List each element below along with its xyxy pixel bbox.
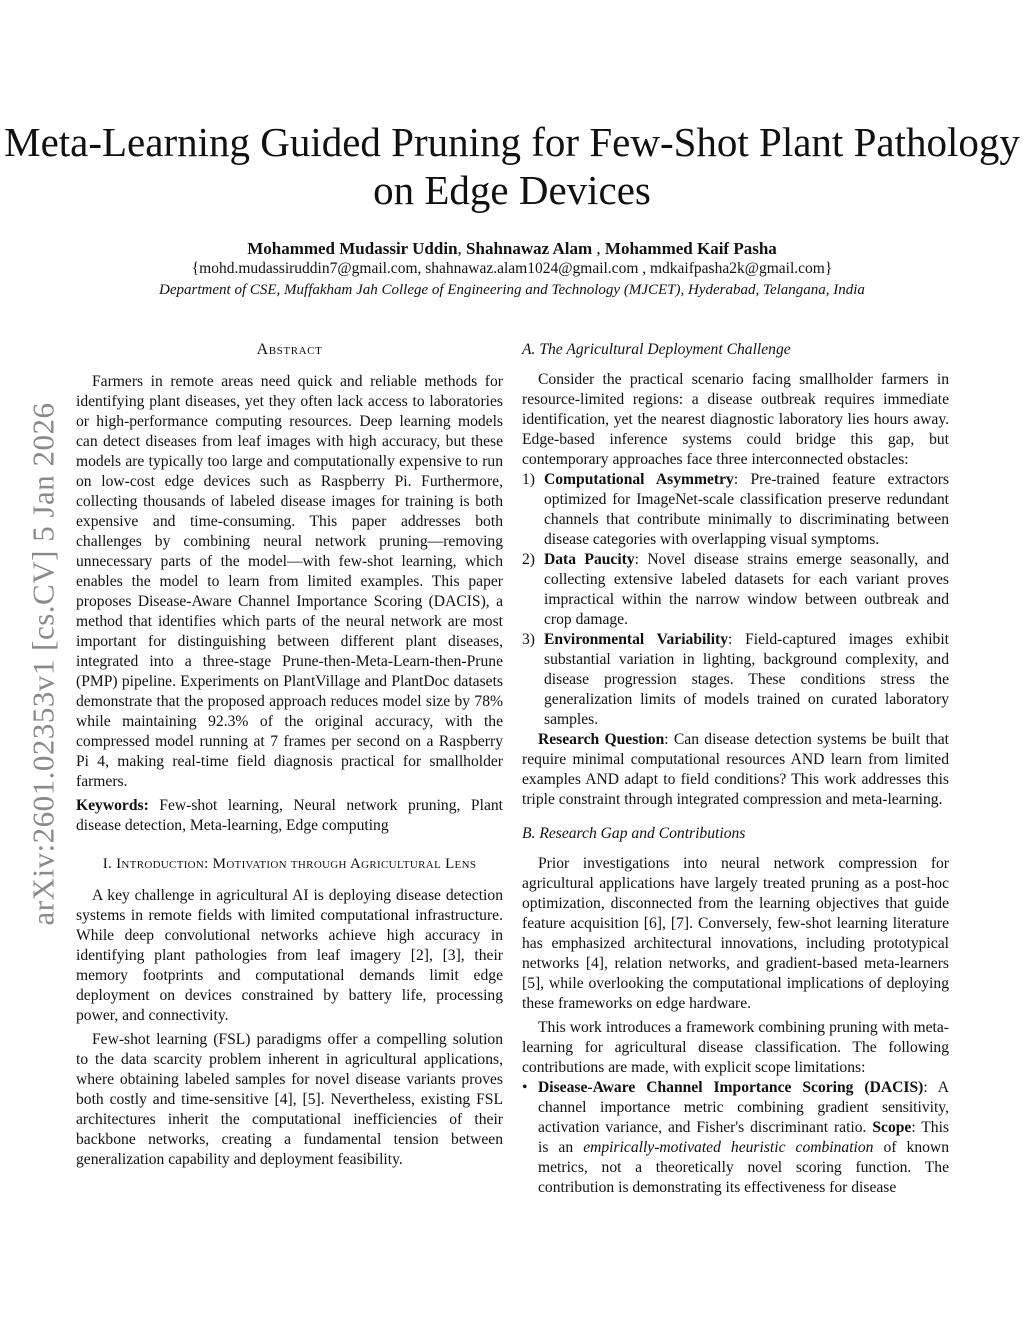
obstacle-list — [522, 470, 949, 730]
contribution-text: : This is an — [538, 1119, 949, 1156]
author-1: Mohammed Mudassir Uddin — [247, 239, 458, 258]
abstract-heading — [76, 340, 503, 360]
section-b-paragraph-1: Prior investigations into neural network compression for agricultural applications have largely treated pruning as a post-hoc optimization, disconnected from the learning objectives that guide feature acquisition [6], [7]. Conversely, few-shot learning literature has emphasized architectural innovations, including prototypical networks [4], relation networks, and gradient-based meta-learners [5], while overlooking the computational implications of deploying these frameworks on edge hardware. — [522, 855, 949, 1012]
author-3: Mohammed Kaif Pasha — [604, 239, 777, 258]
intro-paragraph-1: A key challenge in agricultural AI is deploying disease detection systems in remote fields with limited computational infrastructure. While deep convolutional networks achieve high accuracy in identifying plant pathologies from leaf imagery [2], [3], their memory footprints and computational demands limit edge deployment on devices constrained by battery life, processing power, and connectivity. — [76, 887, 503, 1024]
author-emails: {mohd.mudassiruddin7@gmail.com, shahnawaz.alam1024@gmail.com , mdkaifpasha2k@gmail.com} — [191, 260, 833, 277]
abstract-heading-text: Abstract — [256, 341, 323, 358]
keywords — [76, 796, 503, 836]
affiliation: Department of CSE, Muffakham Jah College of Engineering and Technology (MJCET), Hyderabad, Telangana, India — [159, 282, 865, 298]
list-item-label: Environmental Variability — [544, 631, 729, 648]
arxiv-identifier — [4, 378, 84, 950]
section-a-paragraph-1: Consider the practical scenario facing smallholder farmers in resource-limited regions: a disease outbreak requires immediate identification, yet the nearest diagnostic laboratory lies hours away. Edge-based inference systems could bridge this gap, but contemporary approaches face three interconnected obstacles: — [522, 371, 949, 468]
list-item-label: Computational Asymmetry — [544, 471, 734, 488]
author-2: Shahnawaz Alam — [466, 239, 593, 258]
research-question-text: : Can disease detection systems be built that require minimal computational resources AND learn from limited examples AND adapt to field conditions? This work addresses this triple constraint through integrated compression and meta-learning. — [522, 731, 950, 808]
section-b-paragraph-2: This work introduces a framework combining pruning with meta-learning for agricultural disease classification. The following contributions are made, with explicit scope limitations: — [522, 1019, 949, 1076]
list-item — [522, 550, 949, 630]
list-item-text: : Novel disease strains emerge seasonally, and collecting extensive labeled datasets for each variant proves impractical within the narrow window between outbreak and crop damage. — [544, 551, 949, 628]
abstract-text: Farmers in remote areas need quick and reliable methods for identifying plant diseases, yet they often lack access to laboratories or high-performance computing resources. Deep learning models can detect diseases from leaf images with high accuracy, but these models are typically too large and computationally expensive to run on low-cost edge devices such as Raspberry Pi. Furthermore, collecting thousands of labeled disease images for training is both expensive and time-consuming. This paper addresses both challenges by combining neural network pruning—removing unnecessary parts of the model—with few-shot learning, which enables the model to learn from limited examples. This paper proposes Disease-Aware Channel Importance Scoring (DACIS), a method that identifies which parts of the neural network are most important for distinguishing between different plant diseases, integrated into a three-stage Prune-then-Meta-Learn-then-Prune (PMP) pipeline. Experiments on PlantVillage and PlantDoc datasets demonstrate that the proposed approach reduces model size by 78% while maintaining 92.3% of the original accuracy, with the compressed model running at 7 frames per second on a Raspberry Pi 4, making real-time field diagnosis practical for smallholder farmers. — [76, 373, 503, 790]
keywords-text: Few-shot learning, Neural network pruning, Plant disease detection, Meta-learning, Edge computing — [76, 797, 503, 834]
arxiv-identifier-text: arXiv:2601.02353v1 [cs.CV] 5 Jan 2026 — [26, 402, 61, 926]
left-column — [76, 340, 503, 1170]
research-question-label: Research Question — [538, 731, 665, 748]
list-item — [522, 1078, 949, 1198]
subsection-heading-a: A. The Agricultural Deployment Challenge — [522, 341, 791, 358]
paper-title: Meta-Learning Guided Pruning for Few-Shot Plant Pathology on Edge Devices — [4, 119, 1020, 213]
contribution-text: of known metrics, not a theoretically novel scoring function. The contribution is demonstrating its effectiveness for disease — [538, 1139, 949, 1196]
list-item — [522, 630, 949, 730]
list-item — [522, 470, 949, 550]
scope-label: Scope — [872, 1119, 912, 1136]
contribution-text: : A channel importance metric combining gradient sensitivity, activation variance, and Fisher's discriminant ratio. — [538, 1079, 949, 1136]
right-column — [522, 340, 949, 1198]
list-marker: 3) — [522, 631, 535, 648]
contribution-list — [522, 1078, 949, 1198]
section-heading-introduction: I. Introduction: Motivation through Agricultural Lens — [102, 856, 477, 872]
list-item-label: Data Paucity — [544, 551, 635, 568]
list-item-text: : Pre-trained feature extractors optimized for ImageNet-scale classification preserve redundant channels that contribute minimally to discriminating between disease categories with overlapping visual symptoms. — [544, 471, 950, 548]
contribution-label: Disease-Aware Channel Importance Scoring (DACIS) — [538, 1079, 924, 1096]
bullet-marker: • — [522, 1079, 528, 1096]
list-marker: 2) — [522, 551, 535, 568]
keywords-label: Keywords: — [76, 797, 149, 814]
list-item-text: : Field-captured images exhibit substantial variation in lighting, background complexity, and disease progression stages. These conditions stress the generalization limits of models trained on curated laboratory samples. — [544, 631, 950, 728]
contribution-emphasis: empirically-motivated heuristic combination — [583, 1139, 874, 1156]
author-separator: , — [457, 239, 467, 258]
subsection-heading-b: B. Research Gap and Contributions — [522, 825, 746, 842]
author-list — [0, 238, 1024, 259]
research-question — [522, 730, 949, 810]
author-separator: , — [592, 239, 605, 258]
intro-paragraph-2: Few-shot learning (FSL) paradigms offer a compelling solution to the data scarcity problem inherent in agricultural applications, where obtaining labeled samples for novel disease variants proves both costly and time-sensitive [4], [5]. Nevertheless, existing FSL architectures inherit the computational inefficiencies of their backbone networks, creating a fundamental tension between generalization capability and deployment feasibility. — [76, 1031, 503, 1168]
list-marker: 1) — [522, 471, 535, 488]
